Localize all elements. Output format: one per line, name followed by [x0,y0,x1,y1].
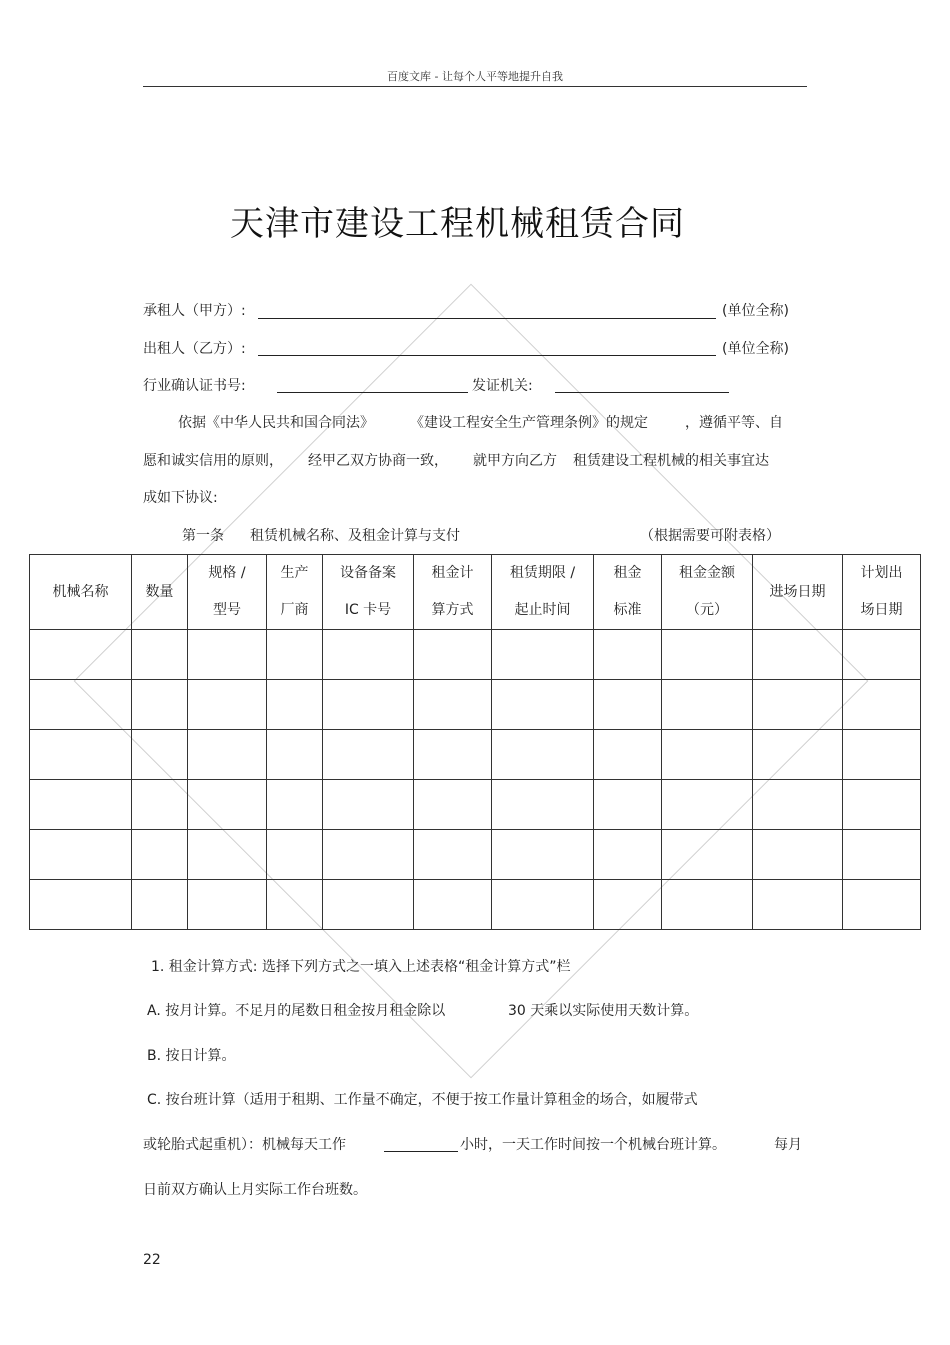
intro-line3: 成如下协议: [143,490,218,506]
table-header-row [30,555,921,630]
document-title: 天津市建设工程机械租赁合同 [230,204,685,244]
item-b-text: B. 按日计算。 [147,1048,236,1064]
table-row [30,780,921,830]
page-header: 百度文库 - 让每个人平等地提升自我 [387,70,563,83]
lessee-full-name-note: (单位全称) [722,303,789,319]
th-lease-period: 租赁期限 / 起止时间 [492,555,594,630]
article-heading: 租赁机械名称、及租金计算与支付 [250,528,460,544]
table-row [30,830,921,880]
table-row [30,730,921,780]
item-c-text: C. 按台班计算（适用于租期、工作量不确定，不便于按工作量计算租金的场合，如履带式 [147,1092,698,1108]
intro-line2-a: 愿和诚实信用的原则， [143,453,283,469]
item-a-text: A. 按月计算。不足月的尾数日租金按月租金除以 [147,1003,446,1019]
item-c-line2-b: 小时，一天工作时间按一个机械台班计算。 [460,1137,726,1153]
item-c-line2-a: 或轮胎式起重机）：机械每天工作 [143,1137,346,1153]
lessor-label: 出租人（乙方）: [143,341,246,357]
th-rent-amount: 租金金额 （元） [662,555,753,630]
th-planned-exit-date: 计划出 场日期 [843,555,921,630]
article-number: 第一条 [182,528,224,544]
page-number: 22 [143,1252,161,1268]
cert-number-label: 行业确认证书号: [143,378,246,394]
th-spec-model: 规格 / 型号 [188,555,267,630]
rental-machinery-table [29,554,921,930]
issuer-field[interactable] [555,392,729,393]
th-manufacturer: 生产 厂商 [267,555,323,630]
intro-line1-b: 《建设工程安全生产管理条例》的规定 [410,415,648,431]
item-c-line2-c: 每月 [774,1137,802,1153]
lessee-label: 承租人（甲方）: [143,303,246,319]
th-machine-name: 机械名称 [30,555,132,630]
item-1-rent-method: 1. 租金计算方式: 选择下列方式之一填入上述表格“租金计算方式”栏 [151,959,571,975]
cert-number-field[interactable] [277,392,468,393]
hours-per-day-field[interactable] [384,1151,458,1152]
article-note: （根据需要可附表格） [640,528,780,544]
th-ic-card: 设备备案 IC 卡号 [323,555,414,630]
th-rent-method: 租金计 算方式 [414,555,492,630]
item-c-line3: 日前双方确认上月实际工作台班数。 [143,1182,367,1198]
header-rule [143,86,807,87]
th-rent-standard: 租金 标准 [594,555,662,630]
th-entry-date: 进场日期 [753,555,843,630]
lessor-name-field[interactable] [258,355,716,356]
issuer-label: 发证机关: [472,378,533,394]
th-quantity: 数量 [132,555,188,630]
table-row [30,630,921,680]
item-a-text-cont: 30 天乘以实际使用天数计算。 [508,1003,699,1019]
intro-line2-b: 经甲乙双方协商一致， [308,453,448,469]
intro-line1-c: ，遵循平等、自 [685,415,783,431]
lessee-name-field[interactable] [258,318,716,319]
lessor-full-name-note: (单位全称) [722,341,789,357]
intro-line2-d: 租赁建设工程机械的相关事宜达 [573,453,769,469]
table-row [30,880,921,930]
intro-line1-a: 依据《中华人民共和国合同法》 [178,415,374,431]
intro-line2-c: 就甲方向乙方 [473,453,557,469]
table-row [30,680,921,730]
